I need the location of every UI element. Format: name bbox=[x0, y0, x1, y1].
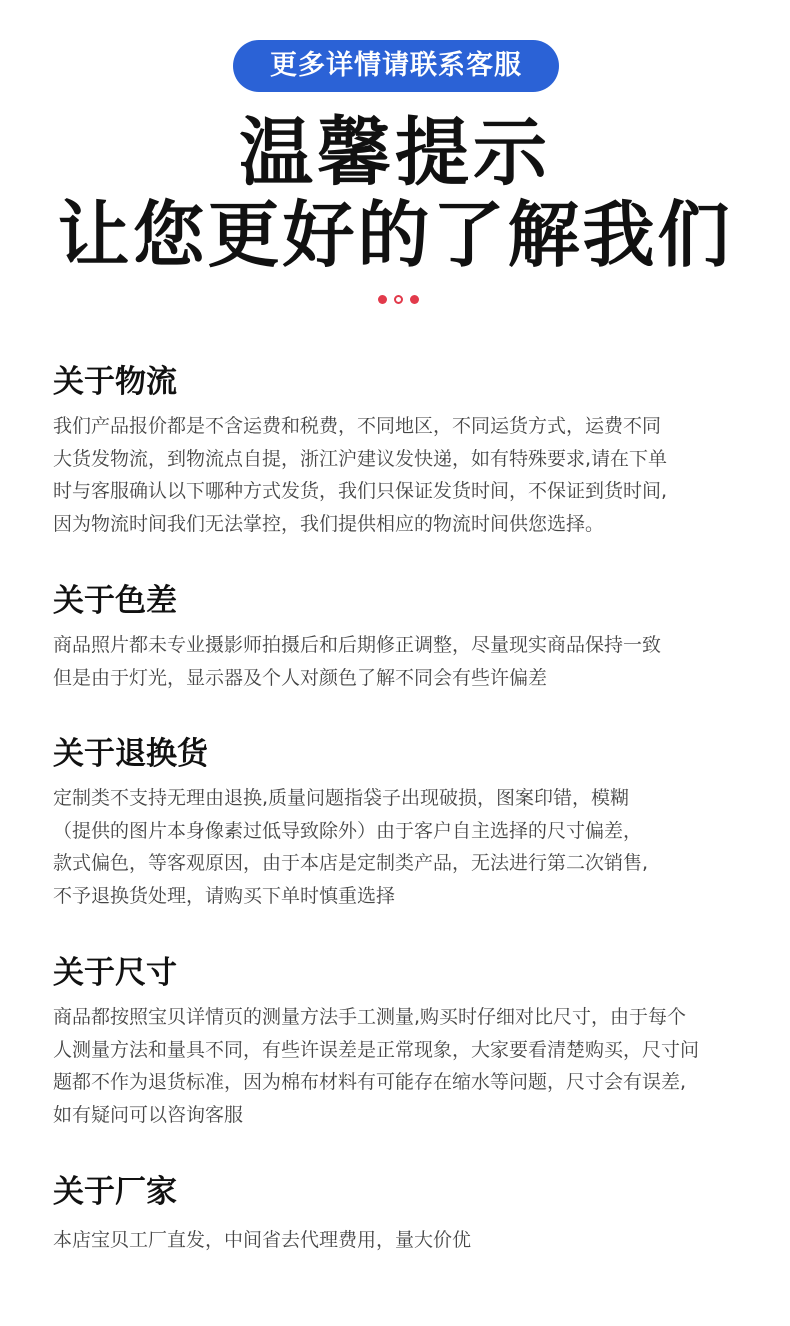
section-title: 关于厂家 bbox=[53, 1174, 177, 1210]
section-text-line: 大货发物流，到物流点自提，浙江沪建议发快递，如有特殊要求,请在下单 bbox=[53, 447, 668, 470]
headline-title: 温馨提示 bbox=[239, 110, 551, 196]
section-text-line: 款式偏色，等客观原因，由于本店是定制类产品，无法进行第二次销售, bbox=[53, 852, 649, 874]
section-text-line: 不予退换货处理，请购买下单时慎重选择 bbox=[53, 884, 396, 907]
contact-service-banner: 更多详情请联系客服 bbox=[233, 40, 559, 92]
dot-icon bbox=[394, 295, 403, 304]
section-text-line: 时与客服确认以下哪种方式发货，我们只保证发货时间，不保证到货时间, bbox=[53, 480, 668, 502]
section-text-line: 本店宝贝工厂直发，中间省去代理费用，量大价优 bbox=[53, 1229, 472, 1251]
section-title: 关于尺寸 bbox=[53, 955, 177, 991]
section-text-line: 但是由于灯光，显示器及个人对颜色了解不同会有些许偏差 bbox=[53, 666, 548, 689]
section-title: 关于退换货 bbox=[53, 736, 208, 772]
section-title: 关于物流 bbox=[53, 364, 177, 400]
section-size bbox=[53, 953, 753, 1131]
section-text-line: 题都不作为退货标准，因为棉布材料有可能存在缩水等问题，尺寸会有误差, bbox=[53, 1071, 687, 1093]
dot-icon bbox=[410, 295, 419, 304]
section-text-line: 人测量方法和量具不同，有些许误差是正常现象，大家要看清楚购买，尺寸问 bbox=[53, 1038, 700, 1061]
section-manufacturer bbox=[53, 1172, 753, 1257]
section-text-line: 如有疑问可以咨询客服 bbox=[53, 1103, 244, 1126]
section-color-difference bbox=[53, 581, 753, 694]
section-logistics bbox=[53, 362, 753, 540]
section-title: 关于色差 bbox=[53, 583, 177, 619]
section-text-line: 商品都按照宝贝详情页的测量方法手工测量,购买时仔细对比尺寸，由于每个 bbox=[53, 1006, 687, 1028]
section-text-line: 我们产品报价都是不含运费和税费，不同地区，不同运货方式，运费不同 bbox=[53, 415, 662, 437]
dot-icon bbox=[378, 295, 387, 304]
decorative-dots bbox=[376, 295, 420, 307]
headline-subtitle: 让您更好的了解我们 bbox=[57, 193, 733, 277]
section-text-line: 定制类不支持无理由退换,质量问题指袋子出现破损，图案印错，模糊 bbox=[53, 787, 630, 809]
section-text-line: 商品照片都未专业摄影师拍摄后和后期修正调整，尽量现实商品保持一致 bbox=[53, 634, 662, 656]
section-text-line: （提供的图片本身像素过低导致除外）由于客户自主选择的尺寸偏差， bbox=[53, 819, 643, 842]
section-returns bbox=[53, 734, 753, 912]
section-text-line: 因为物流时间我们无法掌控，我们提供相应的物流时间供您选择。 bbox=[53, 512, 605, 535]
